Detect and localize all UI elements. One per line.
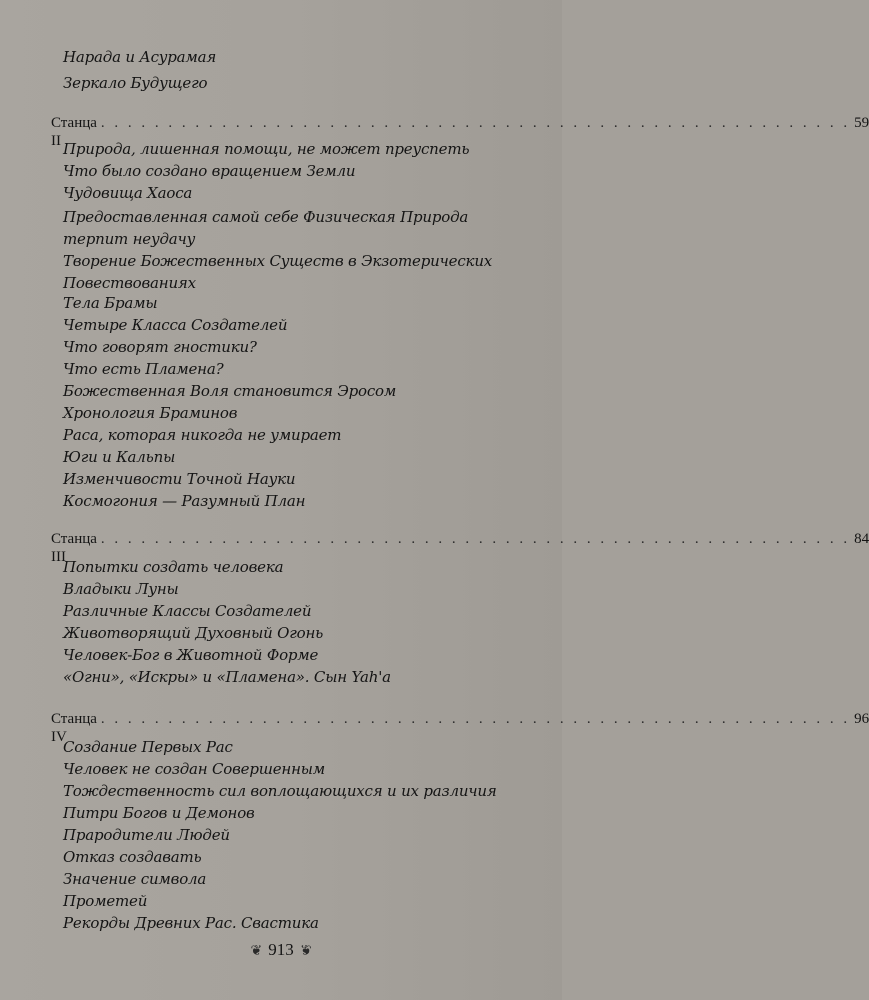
toc-entry: Прометей — [63, 892, 148, 910]
dot-leader: . . . . . . . . . . . . . . . . . . . . . . . . . . . . . . . . . . . . . . . . . . . . . . . . . . . . . . . . — [100, 115, 851, 131]
toc-entry: Что было создано вращением Земли — [63, 162, 356, 180]
toc-entry: Творение Божественных Существ в Экзотерических Повествованиях — [63, 252, 493, 292]
toc-entry: Человек не создан Совершенным — [63, 760, 326, 778]
toc-entry: Питри Богов и Демонов — [63, 804, 255, 822]
toc-entry: Что говорят гностики? — [63, 338, 257, 356]
toc-entry: Хронология Браминов — [63, 404, 238, 422]
toc-entry: Божественная Воля становится Эросом — [63, 382, 397, 400]
toc-entry: Нарада и Асурамая — [63, 48, 217, 66]
toc-entry: «Огни», «Искры» и «Пламена». Сын Yah'a — [63, 668, 391, 686]
toc-entry: Чудовища Хаоса — [63, 184, 193, 202]
section-title: Станца III — [51, 531, 97, 565]
toc-entry: Изменчивости Точной Науки — [63, 470, 296, 488]
toc-entry: Предоставленная самой себе Физическая Природа терпит неудачу — [63, 208, 469, 248]
toc-entry: Тела Брамы — [63, 294, 158, 312]
section-page-number: 96 — [854, 711, 869, 727]
toc-entry: Отказ создавать — [63, 848, 202, 866]
toc-entry: Четыре Класса Создателей — [63, 316, 288, 334]
toc-entry: Раса, которая никогда не умирает — [63, 426, 342, 444]
toc-entry: Рекорды Древних Рас. Свастика — [63, 914, 319, 932]
ornament-left-icon: ❦ — [250, 944, 263, 959]
toc-entry: Владыки Луны — [63, 580, 179, 598]
toc-entry: Природа, лишенная помощи, не может преуспеть — [63, 140, 470, 158]
section-page-number: 59 — [854, 115, 869, 131]
toc-entry: Прародители Людей — [63, 826, 230, 844]
toc-entry: Что есть Пламена? — [63, 360, 224, 378]
toc-entry: Создание Первых Рас — [63, 738, 233, 756]
toc-entry: Значение символа — [63, 870, 207, 888]
section-title: Станца II — [51, 115, 97, 149]
toc-entry: Тождественность сил воплощающихся и их различия — [63, 782, 497, 800]
section-page-number: 84 — [854, 531, 869, 547]
toc-entry: Зеркало Будущего — [63, 74, 208, 92]
toc-entry: Человек-Бог в Животной Форме — [63, 646, 319, 664]
dot-leader: . . . . . . . . . . . . . . . . . . . . . . . . . . . . . . . . . . . . . . . . . . . . . . . . . . . . . . . . — [100, 711, 851, 727]
page-footer — [0, 940, 562, 960]
toc-entry: Юги и Кальпы — [63, 448, 176, 466]
page-number: 913 — [268, 940, 294, 959]
dot-leader: . . . . . . . . . . . . . . . . . . . . . . . . . . . . . . . . . . . . . . . . . . . . . . . . . . . . . . . . — [100, 531, 851, 547]
toc-entry: Различные Классы Создателей — [63, 602, 312, 620]
toc-entry: Космогония — Разумный План — [63, 492, 306, 510]
toc-entry: Попытки создать человека — [63, 558, 284, 576]
ornament-right-icon: ❦ — [299, 944, 312, 959]
toc-entry: Животворящий Духовный Огонь — [63, 624, 324, 642]
section-title: Станца IV — [51, 711, 97, 745]
